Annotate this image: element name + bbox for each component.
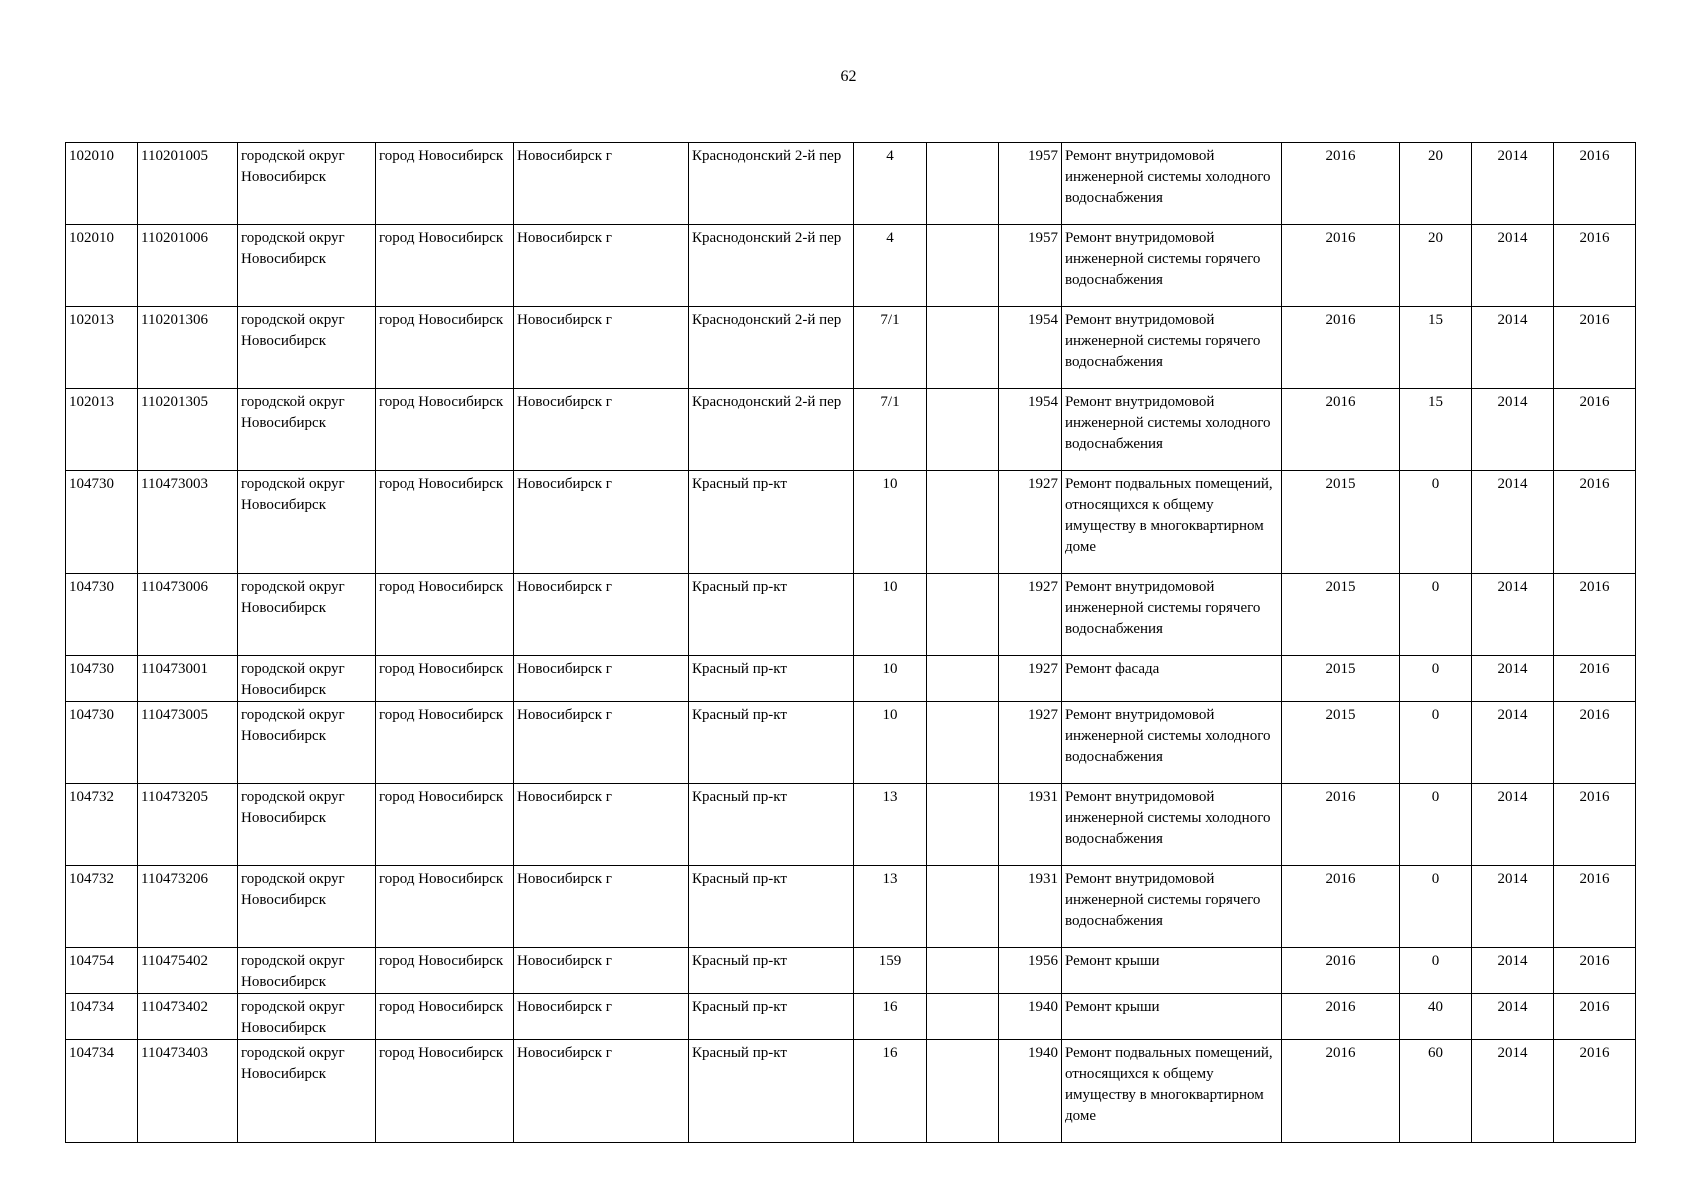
cell-period-end: 2016 xyxy=(1554,143,1636,225)
cell-municipality: городской округ Новосибирск xyxy=(238,784,376,866)
cell-year-built: 1931 xyxy=(999,784,1062,866)
cell-municipality: городской округ Новосибирск xyxy=(238,948,376,994)
cell-year-built: 1957 xyxy=(999,225,1062,307)
cell-house-id: 104730 xyxy=(66,702,138,784)
cell-municipality: городской округ Новосибирск xyxy=(238,225,376,307)
cell-street: Красный пр-кт xyxy=(689,994,854,1040)
cell-house-number: 10 xyxy=(854,702,927,784)
cell-period-end: 2016 xyxy=(1554,948,1636,994)
cell-settlement: город Новосибирск xyxy=(376,784,514,866)
cell-work-id: 110201306 xyxy=(138,307,238,389)
cell-street: Краснодонский 2-й пер xyxy=(689,307,854,389)
repair-registry-table xyxy=(65,142,1636,1143)
cell-building xyxy=(927,1040,999,1143)
cell-locality: Новосибирск г xyxy=(514,784,689,866)
table-row xyxy=(66,656,1636,702)
cell-period-start: 2014 xyxy=(1472,471,1554,574)
cell-period-end: 2016 xyxy=(1554,389,1636,471)
cell-house-id: 104734 xyxy=(66,994,138,1040)
cell-plan-year: 2016 xyxy=(1282,948,1400,994)
cell-locality: Новосибирск г xyxy=(514,307,689,389)
cell-settlement: город Новосибирск xyxy=(376,574,514,656)
cell-settlement: город Новосибирск xyxy=(376,1040,514,1143)
cell-house-id: 104734 xyxy=(66,1040,138,1143)
cell-work-type: Ремонт внутридомовой инженерной системы холодного водоснабжения xyxy=(1062,784,1282,866)
table-row xyxy=(66,143,1636,225)
cell-plan-year: 2016 xyxy=(1282,225,1400,307)
cell-year-built: 1940 xyxy=(999,1040,1062,1143)
cell-period-start: 2014 xyxy=(1472,948,1554,994)
cell-period-start: 2014 xyxy=(1472,389,1554,471)
cell-building xyxy=(927,866,999,948)
cell-work-type: Ремонт внутридомовой инженерной системы горячего водоснабжения xyxy=(1062,307,1282,389)
cell-plan-year: 2016 xyxy=(1282,307,1400,389)
cell-period-end: 2016 xyxy=(1554,866,1636,948)
table-row xyxy=(66,866,1636,948)
cell-building xyxy=(927,574,999,656)
table-row xyxy=(66,225,1636,307)
cell-plan-year: 2016 xyxy=(1282,143,1400,225)
cell-building xyxy=(927,225,999,307)
cell-house-number: 7/1 xyxy=(854,389,927,471)
cell-locality: Новосибирск г xyxy=(514,866,689,948)
cell-settlement: город Новосибирск xyxy=(376,702,514,784)
cell-house-id: 104730 xyxy=(66,471,138,574)
cell-house-number: 13 xyxy=(854,784,927,866)
page-number: 62 xyxy=(840,68,857,85)
cell-municipality: городской округ Новосибирск xyxy=(238,866,376,948)
cell-house-number: 16 xyxy=(854,994,927,1040)
cell-work-id: 110475402 xyxy=(138,948,238,994)
cell-municipality: городской округ Новосибирск xyxy=(238,389,376,471)
cell-house-id: 102010 xyxy=(66,143,138,225)
cell-period-end: 2016 xyxy=(1554,574,1636,656)
cell-plan-year: 2015 xyxy=(1282,702,1400,784)
cell-house-number: 4 xyxy=(854,143,927,225)
cell-percent: 60 xyxy=(1400,1040,1472,1143)
cell-work-id: 110473205 xyxy=(138,784,238,866)
cell-year-built: 1954 xyxy=(999,389,1062,471)
cell-period-start: 2014 xyxy=(1472,143,1554,225)
cell-year-built: 1927 xyxy=(999,656,1062,702)
cell-house-number: 159 xyxy=(854,948,927,994)
cell-house-number: 7/1 xyxy=(854,307,927,389)
cell-house-id: 104732 xyxy=(66,784,138,866)
cell-municipality: городской округ Новосибирск xyxy=(238,307,376,389)
cell-period-start: 2014 xyxy=(1472,574,1554,656)
cell-house-id: 104730 xyxy=(66,656,138,702)
cell-building xyxy=(927,389,999,471)
cell-work-type: Ремонт подвальных помещений, относящихся к общему имуществу в многоквартирном доме xyxy=(1062,1040,1282,1143)
cell-plan-year: 2015 xyxy=(1282,471,1400,574)
cell-house-number: 10 xyxy=(854,574,927,656)
table-row xyxy=(66,1040,1636,1143)
cell-work-type: Ремонт внутридомовой инженерной системы холодного водоснабжения xyxy=(1062,389,1282,471)
cell-year-built: 1957 xyxy=(999,143,1062,225)
table-row xyxy=(66,574,1636,656)
cell-period-start: 2014 xyxy=(1472,1040,1554,1143)
cell-house-number: 13 xyxy=(854,866,927,948)
cell-work-type: Ремонт фасада xyxy=(1062,656,1282,702)
cell-percent: 0 xyxy=(1400,471,1472,574)
cell-period-end: 2016 xyxy=(1554,471,1636,574)
cell-house-id: 102013 xyxy=(66,389,138,471)
cell-street: Красный пр-кт xyxy=(689,948,854,994)
cell-house-number: 10 xyxy=(854,471,927,574)
cell-building xyxy=(927,471,999,574)
cell-work-id: 110201005 xyxy=(138,143,238,225)
cell-building xyxy=(927,948,999,994)
cell-percent: 40 xyxy=(1400,994,1472,1040)
cell-period-end: 2016 xyxy=(1554,702,1636,784)
cell-settlement: город Новосибирск xyxy=(376,389,514,471)
cell-percent: 0 xyxy=(1400,656,1472,702)
cell-plan-year: 2016 xyxy=(1282,389,1400,471)
cell-work-type: Ремонт крыши xyxy=(1062,994,1282,1040)
table-row xyxy=(66,994,1636,1040)
cell-street: Красный пр-кт xyxy=(689,866,854,948)
cell-settlement: город Новосибирск xyxy=(376,471,514,574)
cell-period-end: 2016 xyxy=(1554,1040,1636,1143)
cell-locality: Новосибирск г xyxy=(514,471,689,574)
table-row xyxy=(66,784,1636,866)
cell-period-start: 2014 xyxy=(1472,994,1554,1040)
cell-house-id: 104730 xyxy=(66,574,138,656)
cell-locality: Новосибирск г xyxy=(514,143,689,225)
cell-municipality: городской округ Новосибирск xyxy=(238,1040,376,1143)
cell-period-start: 2014 xyxy=(1472,656,1554,702)
cell-percent: 20 xyxy=(1400,143,1472,225)
table-row xyxy=(66,702,1636,784)
cell-work-id: 110201006 xyxy=(138,225,238,307)
cell-percent: 0 xyxy=(1400,574,1472,656)
cell-settlement: город Новосибирск xyxy=(376,307,514,389)
cell-municipality: городской округ Новосибирск xyxy=(238,574,376,656)
cell-settlement: город Новосибирск xyxy=(376,994,514,1040)
cell-locality: Новосибирск г xyxy=(514,948,689,994)
cell-street: Краснодонский 2-й пер xyxy=(689,225,854,307)
cell-year-built: 1954 xyxy=(999,307,1062,389)
cell-municipality: городской округ Новосибирск xyxy=(238,702,376,784)
cell-year-built: 1931 xyxy=(999,866,1062,948)
cell-house-number: 4 xyxy=(854,225,927,307)
cell-percent: 0 xyxy=(1400,948,1472,994)
cell-street: Красный пр-кт xyxy=(689,702,854,784)
cell-street: Красный пр-кт xyxy=(689,574,854,656)
cell-percent: 0 xyxy=(1400,784,1472,866)
cell-municipality: городской округ Новосибирск xyxy=(238,471,376,574)
table-row xyxy=(66,948,1636,994)
cell-building xyxy=(927,143,999,225)
cell-building xyxy=(927,702,999,784)
cell-building xyxy=(927,656,999,702)
cell-house-number: 16 xyxy=(854,1040,927,1143)
cell-settlement: город Новосибирск xyxy=(376,656,514,702)
cell-work-type: Ремонт внутридомовой инженерной системы горячего водоснабжения xyxy=(1062,225,1282,307)
cell-street: Красный пр-кт xyxy=(689,784,854,866)
cell-plan-year: 2015 xyxy=(1282,656,1400,702)
cell-locality: Новосибирск г xyxy=(514,656,689,702)
cell-work-id: 110473206 xyxy=(138,866,238,948)
cell-work-id: 110473001 xyxy=(138,656,238,702)
cell-locality: Новосибирск г xyxy=(514,1040,689,1143)
cell-locality: Новосибирск г xyxy=(514,225,689,307)
cell-work-type: Ремонт подвальных помещений, относящихся к общему имуществу в многоквартирном доме xyxy=(1062,471,1282,574)
cell-plan-year: 2016 xyxy=(1282,784,1400,866)
cell-municipality: городской округ Новосибирск xyxy=(238,656,376,702)
cell-percent: 0 xyxy=(1400,866,1472,948)
cell-percent: 20 xyxy=(1400,225,1472,307)
cell-year-built: 1956 xyxy=(999,948,1062,994)
cell-work-type: Ремонт внутридомовой инженерной системы холодного водоснабжения xyxy=(1062,143,1282,225)
cell-street: Краснодонский 2-й пер xyxy=(689,389,854,471)
cell-work-type: Ремонт внутридомовой инженерной системы горячего водоснабжения xyxy=(1062,866,1282,948)
cell-house-id: 102010 xyxy=(66,225,138,307)
cell-locality: Новосибирск г xyxy=(514,389,689,471)
cell-period-end: 2016 xyxy=(1554,307,1636,389)
cell-street: Красный пр-кт xyxy=(689,1040,854,1143)
cell-street: Красный пр-кт xyxy=(689,471,854,574)
cell-house-id: 104732 xyxy=(66,866,138,948)
cell-settlement: город Новосибирск xyxy=(376,948,514,994)
cell-percent: 0 xyxy=(1400,702,1472,784)
cell-work-id: 110473402 xyxy=(138,994,238,1040)
cell-house-id: 104754 xyxy=(66,948,138,994)
cell-settlement: город Новосибирск xyxy=(376,143,514,225)
table-row xyxy=(66,307,1636,389)
cell-plan-year: 2015 xyxy=(1282,574,1400,656)
cell-period-start: 2014 xyxy=(1472,784,1554,866)
cell-plan-year: 2016 xyxy=(1282,1040,1400,1143)
cell-period-start: 2014 xyxy=(1472,702,1554,784)
table-row xyxy=(66,471,1636,574)
cell-plan-year: 2016 xyxy=(1282,994,1400,1040)
cell-work-id: 110473403 xyxy=(138,1040,238,1143)
cell-street: Краснодонский 2-й пер xyxy=(689,143,854,225)
cell-street: Красный пр-кт xyxy=(689,656,854,702)
cell-percent: 15 xyxy=(1400,307,1472,389)
cell-work-id: 110473005 xyxy=(138,702,238,784)
cell-work-type: Ремонт крыши xyxy=(1062,948,1282,994)
cell-period-start: 2014 xyxy=(1472,866,1554,948)
cell-plan-year: 2016 xyxy=(1282,866,1400,948)
cell-period-start: 2014 xyxy=(1472,307,1554,389)
cell-settlement: город Новосибирск xyxy=(376,225,514,307)
cell-locality: Новосибирск г xyxy=(514,702,689,784)
cell-settlement: город Новосибирск xyxy=(376,866,514,948)
cell-year-built: 1927 xyxy=(999,574,1062,656)
cell-percent: 15 xyxy=(1400,389,1472,471)
table-row xyxy=(66,389,1636,471)
cell-period-end: 2016 xyxy=(1554,994,1636,1040)
cell-work-id: 110473003 xyxy=(138,471,238,574)
cell-locality: Новосибирск г xyxy=(514,574,689,656)
cell-work-id: 110201305 xyxy=(138,389,238,471)
cell-year-built: 1927 xyxy=(999,471,1062,574)
cell-building xyxy=(927,784,999,866)
cell-work-type: Ремонт внутридомовой инженерной системы холодного водоснабжения xyxy=(1062,702,1282,784)
cell-municipality: городской округ Новосибирск xyxy=(238,994,376,1040)
cell-year-built: 1940 xyxy=(999,994,1062,1040)
cell-municipality: городской округ Новосибирск xyxy=(238,143,376,225)
cell-period-start: 2014 xyxy=(1472,225,1554,307)
cell-locality: Новосибирск г xyxy=(514,994,689,1040)
cell-house-number: 10 xyxy=(854,656,927,702)
cell-period-end: 2016 xyxy=(1554,225,1636,307)
cell-building xyxy=(927,994,999,1040)
cell-period-end: 2016 xyxy=(1554,784,1636,866)
cell-work-id: 110473006 xyxy=(138,574,238,656)
cell-period-end: 2016 xyxy=(1554,656,1636,702)
cell-house-id: 102013 xyxy=(66,307,138,389)
cell-work-type: Ремонт внутридомовой инженерной системы горячего водоснабжения xyxy=(1062,574,1282,656)
cell-building xyxy=(927,307,999,389)
cell-year-built: 1927 xyxy=(999,702,1062,784)
